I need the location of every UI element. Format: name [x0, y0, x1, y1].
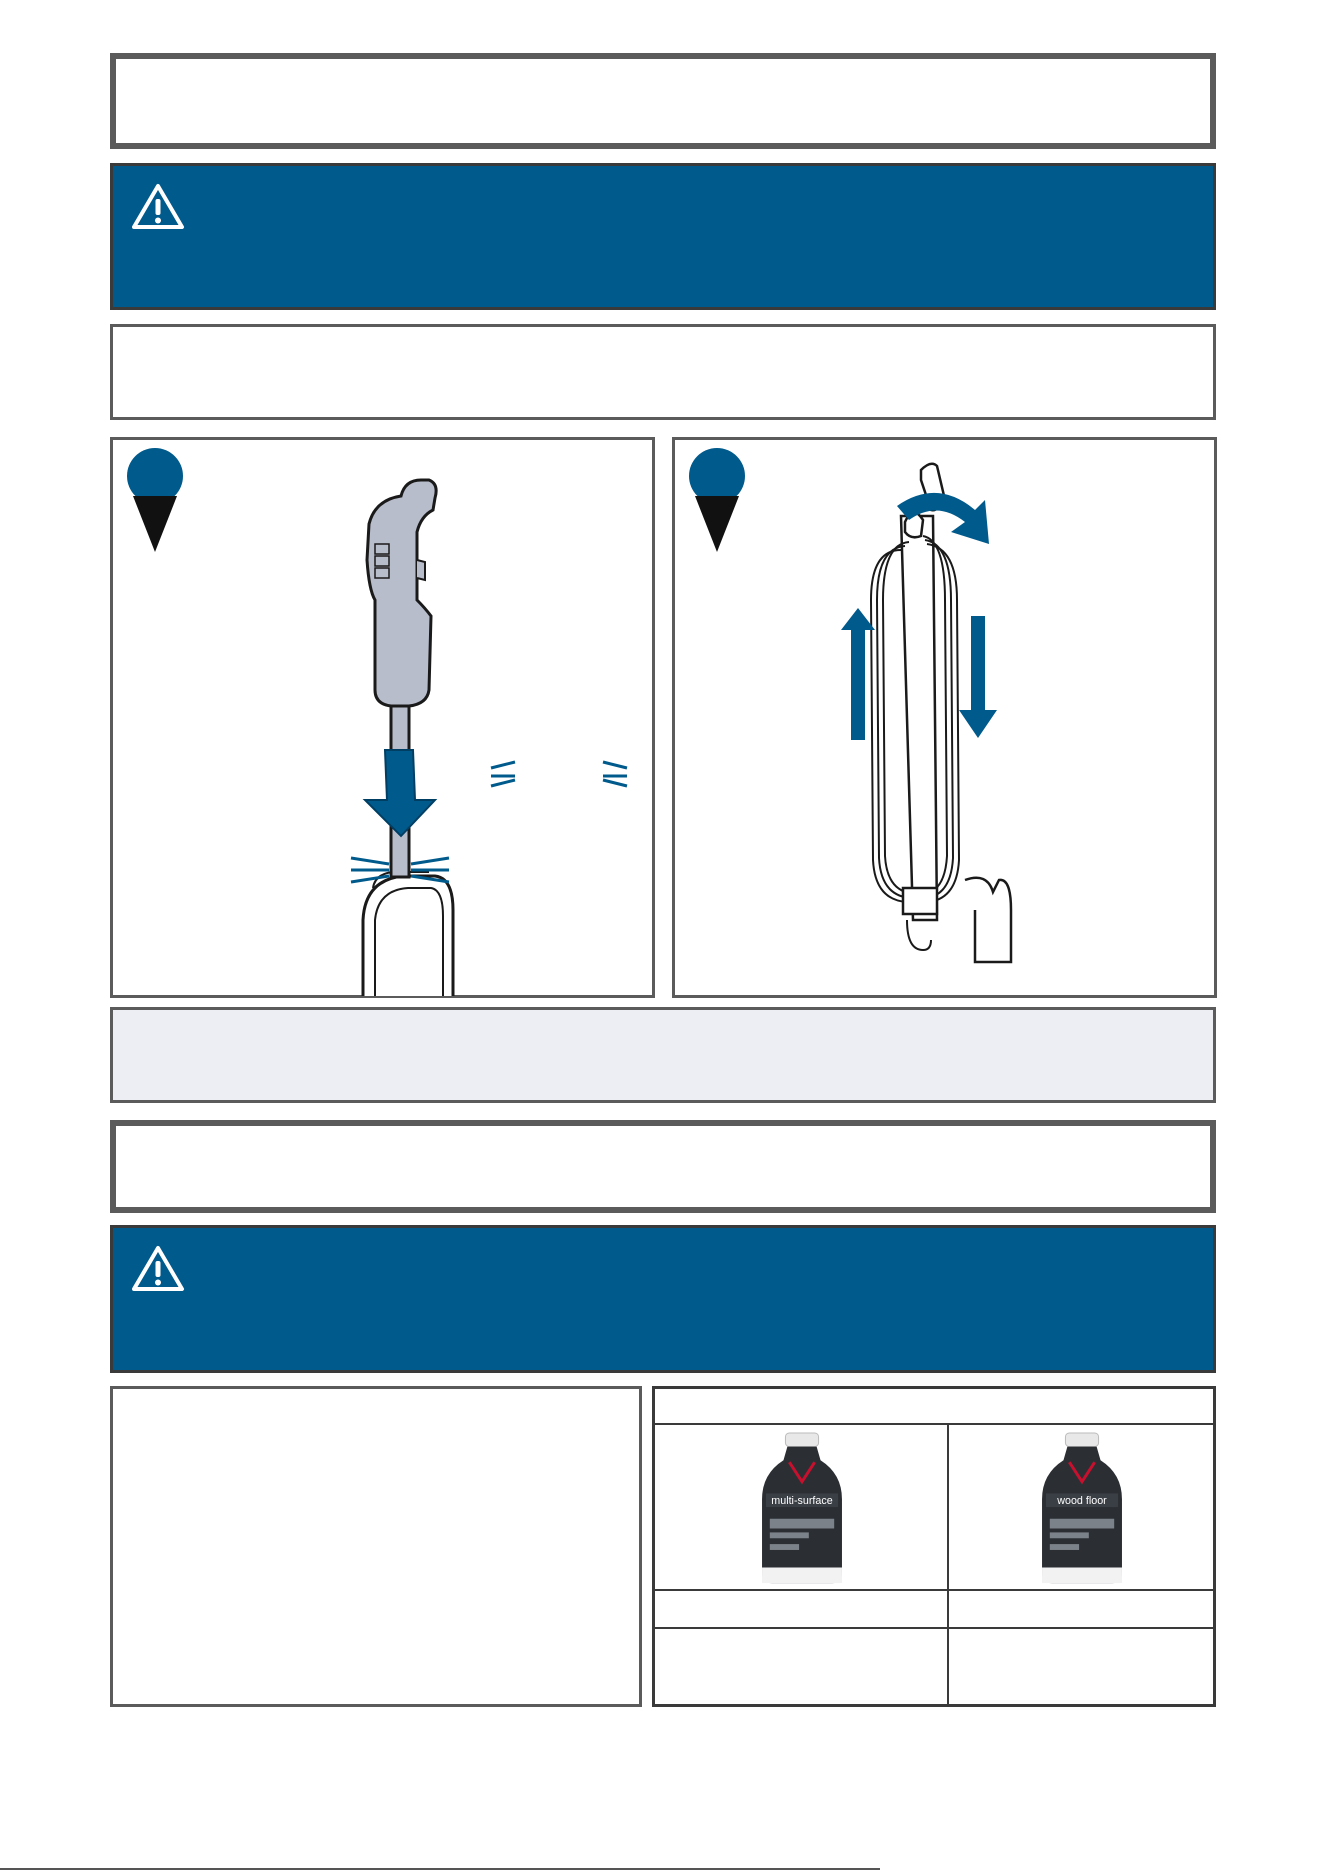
table-header-divider [655, 1423, 1213, 1425]
warning-triangle-icon [131, 182, 185, 230]
footer-rule [0, 1868, 880, 1870]
wood-floor-bottle-label: wood floor [1057, 1495, 1107, 1508]
step-2-panel [672, 437, 1217, 998]
formula-heading-box [110, 1120, 1216, 1213]
table-image-row-divider [655, 1589, 1213, 1591]
storage-warning-box [110, 163, 1216, 310]
table-column-divider [947, 1423, 949, 1704]
formula-info-box [110, 1386, 642, 1707]
storage-note-box [110, 1007, 1216, 1103]
multi-surface-bottle-label: multi-surface [771, 1495, 833, 1508]
warning-triangle-icon [131, 1244, 185, 1292]
handle-click-illustration [113, 440, 658, 1001]
step-1-panel [110, 437, 655, 998]
storage-heading-box [110, 53, 1216, 149]
formula-table [652, 1386, 1216, 1707]
storage-intro-box [110, 324, 1216, 420]
multi-surface-bottle-icon [747, 1431, 857, 1587]
cord-wrap-illustration [675, 440, 1220, 1001]
wood-floor-bottle-icon [1027, 1431, 1137, 1587]
formula-warning-box [110, 1225, 1216, 1373]
table-name-row-divider [655, 1627, 1213, 1629]
